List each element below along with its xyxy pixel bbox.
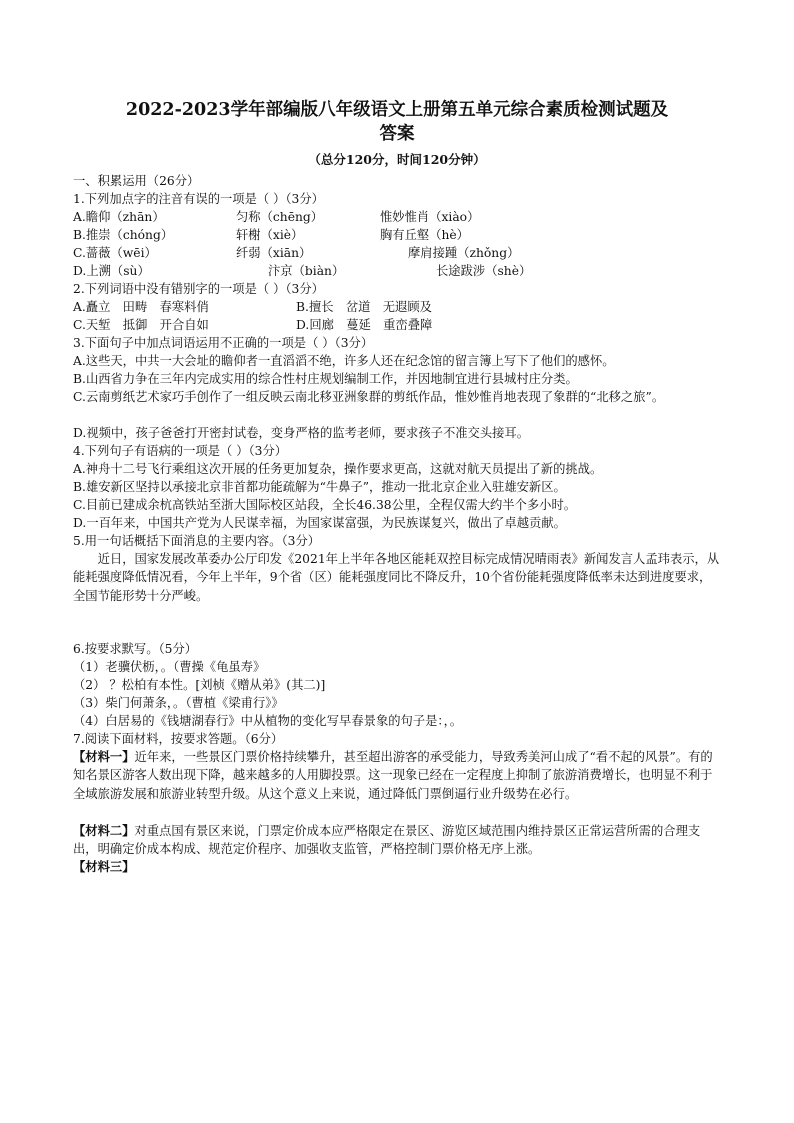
q1-option: 汴京（biàn） xyxy=(268,264,345,278)
q6-item-2: （2） ？松柏有本性。[刘桢《赠从弟》(其二)] xyxy=(73,678,326,692)
q4-stem: 4.下列句子有语病的一项是（ ）（3分） xyxy=(73,444,288,458)
material-1-text: 近年来，一些景区门票价格持续攀升，甚至超出游客的承受能力，导致秀美河山成了“看不起的风景”。有的知名景区游客人数出现下降，越来越多的人用脚投票。这一现象已经在一定程度上抑制了旅游消费增长，也明显不利于全域旅游发展和旅游业转型升级。从这个意义上来说，通过降低门票倒逼行业升级势在必行。 xyxy=(73,750,713,801)
q5-stem: 5.用一句话概括下面消息的主要内容。（3分） xyxy=(73,534,321,548)
q1-option: 胸有丘壑（hè） xyxy=(380,228,469,242)
q2-option: B.擅长 岔道 无遐顾及 xyxy=(296,300,432,314)
title-line-2: 答案 xyxy=(379,124,415,144)
q1-stem: 1.下列加点字的注音有误的一项是（ ）（3分） xyxy=(73,192,324,206)
q2-option: D.回廊 蔓延 重峦叠障 xyxy=(296,318,433,332)
document-subtitle: （总分120分，时间120分钟） xyxy=(308,152,486,167)
q1-option: 惟妙惟肖（xiào） xyxy=(380,210,480,224)
material-2-label: 【材料二】 xyxy=(73,823,135,838)
material-2-text: 对重点国有景区来说，门票定价成本应严格限定在景区、游览区域范围内维持景区正常运营所需的合理支出，明确定价成本构成、规范定价程序、加强收支监管，严格控制门票价格无序上涨。 xyxy=(73,824,701,857)
q1-option: 纤弱（xiān） xyxy=(236,246,312,260)
q5-passage: 近日，国家发展改革委办公厅印发《2021年上半年各地区能耗双控目标完成情况晴雨表》新闻发言人孟玮表示，从能耗强度降低情况看，今年上半年，9个省（区）能耗强度同比不降反升，10个省份能耗强度降低率未达到进度要求，全国节能形势十分严峻。 xyxy=(73,552,720,603)
q7-material-3-label: 【材料三】 xyxy=(73,859,135,874)
q4-option-d: D.一百年来，中国共产党为人民谋幸福，为国家谋富强，为民族谋复兴，做出了卓越贡献。 xyxy=(73,516,566,530)
q4-option-c: C.目前已建成余杭高铁站至浙大国际校区站段，全长46.38公里，全程仅需大约半个多小时。 xyxy=(73,498,577,512)
q2-option: C.天堑 抵御 开合自如 xyxy=(73,318,209,332)
q3-option-b: B.山西省力争在三年内完成实用的综合性村庄规划编制工作，并因地制宜进行县城村庄分类。 xyxy=(73,372,578,386)
q1-option: A.瞻仰（zhān） xyxy=(73,210,165,224)
document-title xyxy=(60,98,734,146)
q1-option: 摩肩接踵（zhǒng） xyxy=(408,246,520,260)
q6-item-1: （1）老骥伏枥，。（曹操《龟虽寿》 xyxy=(73,660,266,674)
title-line-1: 2022-2023学年部编版八年级语文上册第五单元综合素质检测试题及 xyxy=(125,100,669,120)
q3-stem: 3.下面句子中加点词语运用不正确的一项是（ ）（3分） xyxy=(73,336,374,350)
q2-option: A.矗立 田畴 春寒料俏 xyxy=(73,300,209,314)
q1-option: 长途跋涉（shè） xyxy=(436,264,532,278)
q3-option-c: C.云南剪纸艺术家巧手创作了一组反映云南北移亚洲象群的剪纸作品，惟妙惟肖地表现了象群的“北移之旅”。 xyxy=(73,390,665,404)
q1-option: D.上溯（sù） xyxy=(73,264,150,278)
q4-option-a: A.神舟十二号飞行乘组这次开展的任务更加复杂，操作要求更高，这就对航天员提出了新的挑战。 xyxy=(73,462,603,476)
q6-item-4: （4）白居易的《钱塘湖春行》中从植物的变化写早春景象的句子是：，。 xyxy=(73,714,463,728)
q1-option: C.蔷薇（wēi） xyxy=(73,246,157,260)
q3-option-d: D.视频中，孩子爸爸打开密封试卷，变身严格的监考老师，要求孩子不准交头接耳。 xyxy=(73,426,530,440)
q1-option: 匀称（chēng） xyxy=(236,210,324,224)
section-heading: 一、积累运用（26分） xyxy=(73,174,200,188)
q1-option: B.推崇（chóng） xyxy=(73,228,174,242)
q6-stem: 6.按要求默写。（5分） xyxy=(73,642,198,656)
q7-material-1 xyxy=(73,748,723,803)
q1-option: 轩榭（xiè） xyxy=(236,228,304,242)
q6-item-3: （3）柴门何萧条，。（曹植《梁甫行》》 xyxy=(73,696,284,710)
q7-material-2 xyxy=(73,822,723,859)
q7-stem: 7.阅读下面材料，按要求答题。（6分） xyxy=(73,732,284,746)
q2-stem: 2.下列词语中没有错别字的一项是（ ）（3分） xyxy=(73,282,324,296)
q4-option-b: B.雄安新区坚持以承接北京非首都功能疏解为“牛鼻子”，推动一批北京企业入驻雄安新区。 xyxy=(73,480,566,494)
q3-option-a: A.这些天，中共一大会址的瞻仰者一直滔滔不绝，许多人还在纪念馆的留言簿上写下了他们的感怀。 xyxy=(73,354,615,368)
material-1-label: 【材料一】 xyxy=(73,749,135,764)
